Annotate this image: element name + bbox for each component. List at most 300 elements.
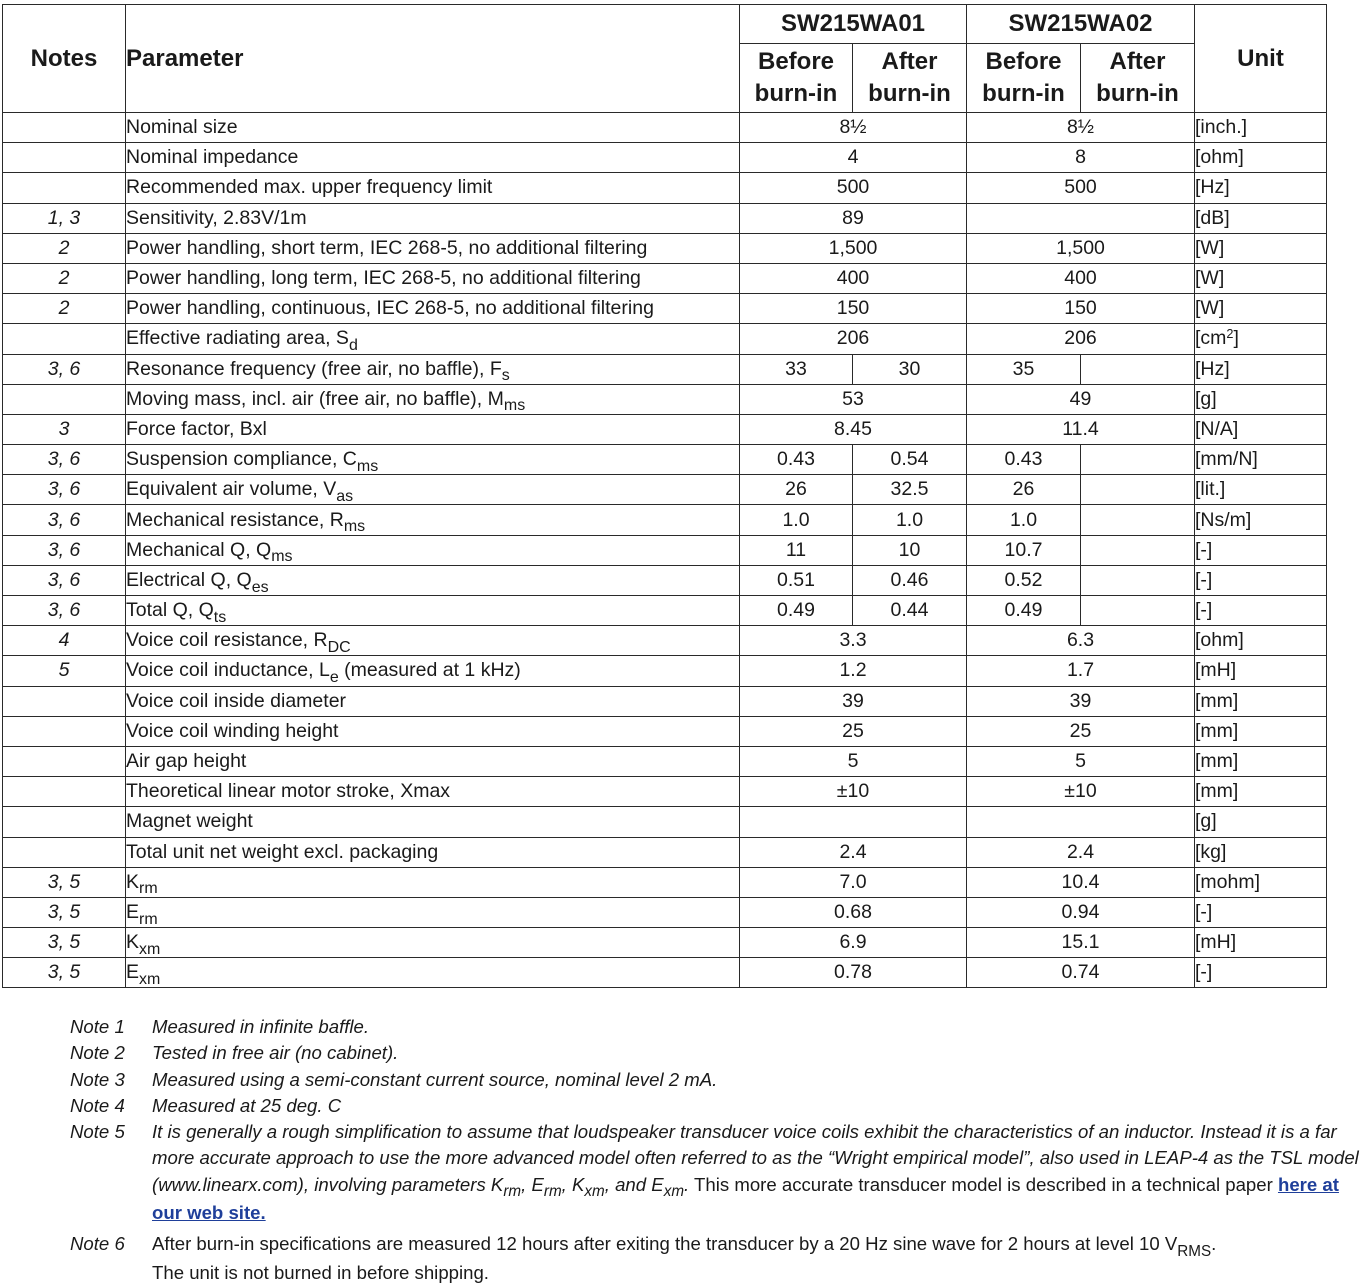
parameter-name <box>126 716 740 746</box>
value-sw215wa01: 6.9 <box>740 928 967 958</box>
parameter-subscript: xm <box>139 940 161 958</box>
table-row <box>3 414 1327 444</box>
note-5-text: It is generally a rough simplification to assume that loudspeaker transducer voice coils exhibit the characteristics of an inductor. Instead it is a far more accurate approach to use the more advanced model often referred to as the “Wright empirical model”, also used in LEAP-4 as the TSL model (www.linearx.com), involving parameters K <box>152 1121 1359 1195</box>
value-sw215wa02: 2.4 <box>967 837 1195 867</box>
parameter-name <box>126 958 740 988</box>
value-sw215wa02-before: 1.0 <box>967 505 1081 535</box>
value-sw215wa02: 11.4 <box>967 414 1195 444</box>
value-sw215wa02-before: 0.52 <box>967 565 1081 595</box>
parameter-subscript: ms <box>503 397 526 415</box>
note-5 <box>70 1119 1362 1226</box>
parameter-text: Recommended max. upper frequency limit <box>126 176 493 199</box>
subscript: rm <box>503 1183 522 1201</box>
parameter-name <box>126 384 740 414</box>
note-ref <box>3 837 126 867</box>
parameter-name <box>126 626 740 656</box>
unit <box>1195 837 1327 867</box>
value-sw215wa02: ±10 <box>967 777 1195 807</box>
parameter-header: Parameter <box>126 5 740 113</box>
table-row <box>3 445 1327 475</box>
note-ref <box>3 746 126 776</box>
note-ref: 3, 6 <box>3 354 126 384</box>
unit <box>1195 113 1327 143</box>
table-row <box>3 626 1327 656</box>
note-ref <box>3 113 126 143</box>
parameter-name <box>126 596 740 626</box>
value-sw215wa02: 1.7 <box>967 656 1195 686</box>
note-label: Note 1 <box>70 1016 125 1037</box>
note-5-text: . <box>684 1173 690 1195</box>
parameter-name <box>126 565 740 595</box>
unit-text: [-] <box>1195 568 1213 591</box>
value-sw215wa02: 150 <box>967 294 1195 324</box>
unit <box>1195 384 1327 414</box>
parameter-subscript: xm <box>139 970 161 988</box>
parameter-text: K <box>126 870 140 893</box>
value-sw215wa01: 39 <box>740 686 967 716</box>
parameter-text: Equivalent air volume, V <box>126 478 337 501</box>
value-sw215wa01-before: 0.51 <box>740 565 853 595</box>
parameter-text: Electrical Q, Q <box>126 568 252 591</box>
table-row <box>3 294 1327 324</box>
parameter-subscript: ms <box>356 457 379 475</box>
parameter-name <box>126 324 740 354</box>
unit-text: ] <box>1233 327 1239 350</box>
unit <box>1195 233 1327 263</box>
parameter-name <box>126 867 740 897</box>
note-ref <box>3 686 126 716</box>
subheader-before-burn-in: Before burn-in <box>740 44 853 113</box>
value-sw215wa01-before: 0.43 <box>740 445 853 475</box>
note-ref: 3, 5 <box>3 867 126 897</box>
table-row <box>3 807 1327 837</box>
value-sw215wa02-before: 26 <box>967 475 1081 505</box>
value-sw215wa02: 5 <box>967 746 1195 776</box>
value-sw215wa01: 1,500 <box>740 233 967 263</box>
unit-text: [g] <box>1195 810 1217 833</box>
table-row <box>3 596 1327 626</box>
table-row <box>3 173 1327 203</box>
value-sw215wa01-before: 11 <box>740 535 853 565</box>
parameter-subscript: es <box>251 578 269 596</box>
unit-text: [-] <box>1195 599 1213 622</box>
unit-text: [dB] <box>1195 206 1230 229</box>
parameter-text: (measured at 1 kHz) <box>338 659 521 682</box>
parameter-text: Voice coil winding height <box>126 719 339 742</box>
subheader-after-burn-in: After burn-in <box>1081 44 1195 113</box>
unit <box>1195 445 1327 475</box>
parameter-name <box>126 686 740 716</box>
note-5-text: , E <box>521 1173 544 1195</box>
unit-text: [-] <box>1195 538 1213 561</box>
subheader-before-burn-in: Before burn-in <box>967 44 1081 113</box>
parameter-name <box>126 143 740 173</box>
unit <box>1195 897 1327 927</box>
note-ref <box>3 807 126 837</box>
parameter-name <box>126 203 740 233</box>
note-text: Measured at 25 deg. C <box>152 1094 342 1116</box>
table-row <box>3 113 1327 143</box>
note-ref: 2 <box>3 294 126 324</box>
value-sw215wa01: 400 <box>740 263 967 293</box>
unit <box>1195 535 1327 565</box>
value-sw215wa01: 3.3 <box>740 626 967 656</box>
note-ref: 3, 6 <box>3 475 126 505</box>
parameter-text: Moving mass, incl. air (free air, no baffle), M <box>126 387 504 410</box>
value-sw215wa02-after <box>1081 445 1195 475</box>
parameter-text: Effective radiating area, S <box>126 327 349 350</box>
note-5-text: , and E <box>604 1173 664 1195</box>
parameter-name <box>126 475 740 505</box>
unit-text: [mohm] <box>1195 870 1261 893</box>
parameter-text: Sensitivity, 2.83V/1m <box>126 206 307 229</box>
note-text <box>152 1119 1362 1226</box>
note-6-text: The unit is not burned in before shipping. <box>152 1261 489 1283</box>
unit-text: [Hz] <box>1195 357 1230 380</box>
parameter-name <box>126 113 740 143</box>
unit-text: [mH] <box>1195 659 1237 682</box>
unit <box>1195 203 1327 233</box>
parameter-name <box>126 445 740 475</box>
note-ref: 3 <box>3 414 126 444</box>
unit <box>1195 294 1327 324</box>
note-ref <box>3 384 126 414</box>
parameter-subscript: rm <box>139 880 158 898</box>
unit <box>1195 505 1327 535</box>
note-label: Note 2 <box>70 1042 125 1064</box>
value-sw215wa01 <box>740 807 967 837</box>
value-sw215wa02 <box>967 807 1195 837</box>
parameter-name <box>126 807 740 837</box>
note-ref: 3, 6 <box>3 535 126 565</box>
parameter-text: Power handling, continuous, IEC 268-5, no additional filtering <box>126 297 654 320</box>
unit-text: [g] <box>1195 387 1217 410</box>
value-sw215wa01-before: 0.49 <box>740 596 853 626</box>
parameter-name <box>126 535 740 565</box>
note-ref <box>3 324 126 354</box>
table-row <box>3 505 1327 535</box>
unit <box>1195 746 1327 776</box>
notes-header: Notes <box>3 5 126 113</box>
unit <box>1195 716 1327 746</box>
note-ref: 2 <box>3 263 126 293</box>
value-sw215wa02-before: 0.43 <box>967 445 1081 475</box>
value-sw215wa01: 25 <box>740 716 967 746</box>
parameter-text: Suspension compliance, C <box>126 448 357 471</box>
subscript: rm <box>543 1183 562 1201</box>
note-ref: 3, 6 <box>3 505 126 535</box>
value-sw215wa02-before: 0.49 <box>967 596 1081 626</box>
note-ref <box>3 143 126 173</box>
note-ref: 3, 5 <box>3 928 126 958</box>
table-row <box>3 233 1327 263</box>
parameter-text: Power handling, long term, IEC 268-5, no additional filtering <box>126 267 641 290</box>
unit <box>1195 565 1327 595</box>
parameter-subscript: s <box>501 367 510 385</box>
table-row <box>3 837 1327 867</box>
note-ref: 5 <box>3 656 126 686</box>
note-ref <box>3 173 126 203</box>
note-label: Note 4 <box>70 1094 125 1116</box>
unit <box>1195 596 1327 626</box>
value-sw215wa01: 5 <box>740 746 967 776</box>
value-sw215wa02-after <box>1081 354 1195 384</box>
model-header-sw215wa02: SW215WA02 <box>967 5 1195 44</box>
parameter-text: Air gap height <box>126 750 247 773</box>
unit <box>1195 777 1327 807</box>
unit <box>1195 143 1327 173</box>
table-row <box>3 263 1327 293</box>
parameter-subscript: rm <box>139 910 158 928</box>
table-row <box>3 535 1327 565</box>
parameter-name <box>126 173 740 203</box>
parameter-subscript: as <box>336 487 354 505</box>
note-ref: 1, 3 <box>3 203 126 233</box>
value-sw215wa01: 206 <box>740 324 967 354</box>
unit-text: [inch.] <box>1195 116 1248 139</box>
unit-text: [W] <box>1195 297 1225 320</box>
value-sw215wa02: 8½ <box>967 113 1195 143</box>
parameter-name <box>126 263 740 293</box>
parameter-subscript: DC <box>327 638 351 656</box>
parameter-text: K <box>126 931 140 954</box>
parameter-text: E <box>126 900 140 923</box>
value-sw215wa01: 2.4 <box>740 837 967 867</box>
value-sw215wa01: 7.0 <box>740 867 967 897</box>
parameter-name <box>126 928 740 958</box>
table-row <box>3 686 1327 716</box>
value-sw215wa01: 53 <box>740 384 967 414</box>
value-sw215wa01-after: 30 <box>853 354 967 384</box>
value-sw215wa02: 8 <box>967 143 1195 173</box>
unit-header: Unit <box>1195 5 1327 113</box>
unit <box>1195 686 1327 716</box>
value-sw215wa01: 150 <box>740 294 967 324</box>
value-sw215wa01: 8½ <box>740 113 967 143</box>
value-sw215wa01: 89 <box>740 203 967 233</box>
note-6-text: After burn-in specifications are measured 12 hours after exiting the transducer by a 20 Hz sine wave for 2 hours at level 10 V <box>152 1233 1178 1255</box>
note-5-text: , K <box>561 1173 585 1195</box>
unit-text: [cm <box>1195 327 1227 350</box>
table-row <box>3 928 1327 958</box>
note-ref <box>3 716 126 746</box>
unit <box>1195 867 1327 897</box>
value-sw215wa02: 0.74 <box>967 958 1195 988</box>
unit <box>1195 263 1327 293</box>
parameter-subscript: ms <box>343 518 366 536</box>
value-sw215wa01: 0.78 <box>740 958 967 988</box>
note-6-text: . <box>1211 1233 1217 1255</box>
subscript: xm <box>663 1183 685 1201</box>
parameter-name <box>126 656 740 686</box>
note-5-text: This more accurate transducer model is described in a technical paper <box>689 1173 1278 1195</box>
subscript: xm <box>584 1183 605 1201</box>
table-row <box>3 384 1327 414</box>
parameter-name <box>126 777 740 807</box>
table-row <box>3 777 1327 807</box>
value-sw215wa01: 4 <box>740 143 967 173</box>
unit-text: [W] <box>1195 236 1225 259</box>
value-sw215wa02: 206 <box>967 324 1195 354</box>
value-sw215wa01-after: 1.0 <box>853 505 967 535</box>
value-sw215wa02 <box>967 203 1195 233</box>
table-row <box>3 475 1327 505</box>
value-sw215wa01: 8.45 <box>740 414 967 444</box>
footnotes <box>70 1014 1362 1286</box>
unit-text: [mm/N] <box>1195 448 1258 471</box>
unit <box>1195 958 1327 988</box>
value-sw215wa01-after: 0.44 <box>853 596 967 626</box>
web-site-link[interactable]: here at our web site. <box>152 1173 1339 1224</box>
unit-text: [mH] <box>1195 931 1237 954</box>
table-row <box>3 867 1327 897</box>
value-sw215wa01-after: 10 <box>853 535 967 565</box>
table-row <box>3 716 1327 746</box>
value-sw215wa02: 10.4 <box>967 867 1195 897</box>
note-ref: 2 <box>3 233 126 263</box>
unit <box>1195 414 1327 444</box>
parameter-name <box>126 414 740 444</box>
value-sw215wa02: 400 <box>967 263 1195 293</box>
parameter-text: Power handling, short term, IEC 268-5, no additional filtering <box>126 236 648 259</box>
value-sw215wa02: 49 <box>967 384 1195 414</box>
note-text <box>152 1231 1362 1286</box>
unit <box>1195 656 1327 686</box>
parameter-text: Nominal size <box>126 116 238 139</box>
value-sw215wa02-after <box>1081 565 1195 595</box>
parameter-subscript: d <box>348 337 358 354</box>
value-sw215wa01-before: 33 <box>740 354 853 384</box>
table-row <box>3 565 1327 595</box>
parameter-subscript: ms <box>271 548 293 566</box>
value-sw215wa01: 0.68 <box>740 897 967 927</box>
parameter-text: Theoretical linear motor stroke, Xmax <box>126 780 451 803</box>
value-sw215wa01: 500 <box>740 173 967 203</box>
parameter-text: Voice coil inductance, L <box>126 659 330 682</box>
table-row <box>3 746 1327 776</box>
unit <box>1195 475 1327 505</box>
note-2 <box>70 1040 1362 1066</box>
unit-text: [mm] <box>1195 689 1239 712</box>
note-label: Note 6 <box>70 1233 125 1255</box>
parameter-name <box>126 233 740 263</box>
unit-text: [mm] <box>1195 780 1239 803</box>
value-sw215wa01-after: 32.5 <box>853 475 967 505</box>
value-sw215wa02: 0.94 <box>967 897 1195 927</box>
parameter-text: Mechanical Q, Q <box>126 538 272 561</box>
table-row <box>3 656 1327 686</box>
parameter-name <box>126 837 740 867</box>
subscript: RMS <box>1177 1242 1212 1260</box>
unit-text: [-] <box>1195 961 1213 984</box>
note-text: Measured in infinite baffle. <box>152 1016 370 1037</box>
parameter-name <box>126 746 740 776</box>
note-ref: 3, 5 <box>3 958 126 988</box>
note-text: Tested in free air (no cabinet). <box>152 1042 399 1064</box>
unit-text: [lit.] <box>1195 478 1226 501</box>
note-1 <box>70 1014 1362 1040</box>
unit <box>1195 928 1327 958</box>
value-sw215wa02: 25 <box>967 716 1195 746</box>
unit-text: [mm] <box>1195 750 1239 773</box>
value-sw215wa01: ±10 <box>740 777 967 807</box>
note-6 <box>70 1231 1362 1286</box>
value-sw215wa02-after <box>1081 596 1195 626</box>
note-ref: 3, 6 <box>3 565 126 595</box>
value-sw215wa02: 1,500 <box>967 233 1195 263</box>
note-ref: 3, 5 <box>3 897 126 927</box>
unit-text: [mm] <box>1195 719 1239 742</box>
value-sw215wa02-after <box>1081 475 1195 505</box>
value-sw215wa02: 39 <box>967 686 1195 716</box>
note-ref <box>3 777 126 807</box>
unit <box>1195 173 1327 203</box>
unit-text: [N/A] <box>1195 417 1239 440</box>
value-sw215wa02: 15.1 <box>967 928 1195 958</box>
unit <box>1195 626 1327 656</box>
parameter-text: Mechanical resistance, R <box>126 508 344 531</box>
value-sw215wa01-after: 0.54 <box>853 445 967 475</box>
parameter-subscript: e <box>329 669 339 687</box>
parameter-text: Force factor, Bxl <box>126 417 267 440</box>
value-sw215wa02: 500 <box>967 173 1195 203</box>
note-3 <box>70 1067 1362 1093</box>
note-ref: 3, 6 <box>3 445 126 475</box>
value-sw215wa02-before: 10.7 <box>967 535 1081 565</box>
value-sw215wa01: 1.2 <box>740 656 967 686</box>
value-sw215wa02-before: 35 <box>967 354 1081 384</box>
unit <box>1195 324 1327 354</box>
parameter-text: Voice coil resistance, R <box>126 629 328 652</box>
parameter-text: Nominal impedance <box>126 146 299 169</box>
specifications-table <box>2 4 1327 988</box>
unit-text: [Hz] <box>1195 176 1230 199</box>
unit-text: [ohm] <box>1195 629 1244 652</box>
parameter-name <box>126 505 740 535</box>
value-sw215wa01-before: 26 <box>740 475 853 505</box>
model-header-sw215wa01: SW215WA01 <box>740 5 967 44</box>
parameter-text: Resonance frequency (free air, no baffle), F <box>126 357 502 380</box>
table-body <box>3 113 1327 988</box>
unit-superscript: 2 <box>1226 327 1234 342</box>
parameter-text: Voice coil inside diameter <box>126 689 347 712</box>
subheader-after-burn-in: After burn-in <box>853 44 967 113</box>
note-label: Note 5 <box>70 1121 125 1143</box>
table-row <box>3 203 1327 233</box>
note-4 <box>70 1093 1362 1119</box>
unit-text: [-] <box>1195 900 1213 923</box>
value-sw215wa01-after: 0.46 <box>853 565 967 595</box>
note-text: Measured using a semi-constant current source, nominal level 2 mA. <box>152 1068 718 1090</box>
table-row <box>3 324 1327 354</box>
value-sw215wa02-after <box>1081 505 1195 535</box>
unit-text: [W] <box>1195 267 1225 290</box>
parameter-text: Total unit net weight excl. packaging <box>126 840 439 863</box>
table-row <box>3 143 1327 173</box>
note-ref: 3, 6 <box>3 596 126 626</box>
unit-text: [Ns/m] <box>1195 508 1252 531</box>
value-sw215wa01-before: 1.0 <box>740 505 853 535</box>
note-label: Note 3 <box>70 1068 125 1090</box>
unit <box>1195 807 1327 837</box>
note-ref: 4 <box>3 626 126 656</box>
table-row <box>3 958 1327 988</box>
parameter-name <box>126 294 740 324</box>
table-row <box>3 354 1327 384</box>
unit-text: [kg] <box>1195 840 1227 863</box>
parameter-name <box>126 354 740 384</box>
unit <box>1195 354 1327 384</box>
